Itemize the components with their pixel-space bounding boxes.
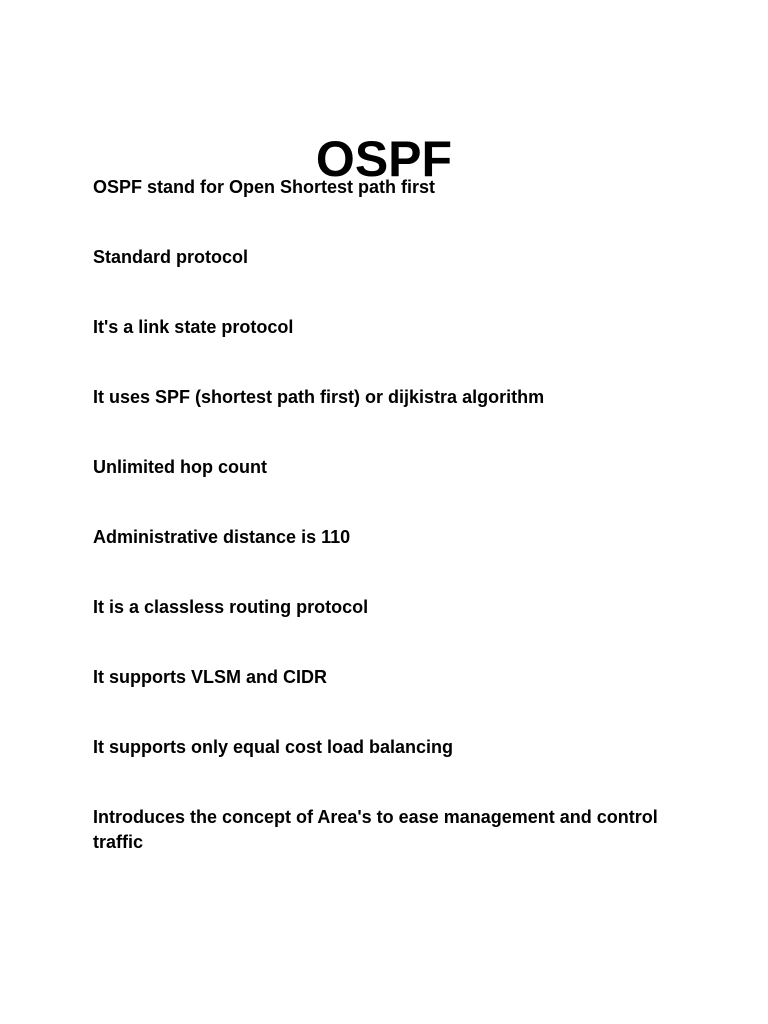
fact-item: It is a classless routing protocol — [93, 597, 369, 617]
fact-item: OSPF stand for Open Shortest path first — [93, 177, 436, 197]
fact-list — [93, 175, 693, 855]
document-title: OSPF — [315, 130, 453, 187]
fact-item: Introduces the concept of Area's to ease management and control traffic — [93, 807, 658, 852]
fact-item: Unlimited hop count — [93, 457, 267, 477]
fact-item: Standard protocol — [93, 247, 249, 267]
fact-item: It supports VLSM and CIDR — [93, 667, 327, 687]
fact-item: It uses SPF (shortest path first) or dijkistra algorithm — [93, 387, 545, 407]
fact-item: It's a link state protocol — [93, 317, 294, 337]
fact-item: Administrative distance is 110 — [93, 527, 351, 547]
fact-item: It supports only equal cost load balancing — [93, 737, 454, 757]
